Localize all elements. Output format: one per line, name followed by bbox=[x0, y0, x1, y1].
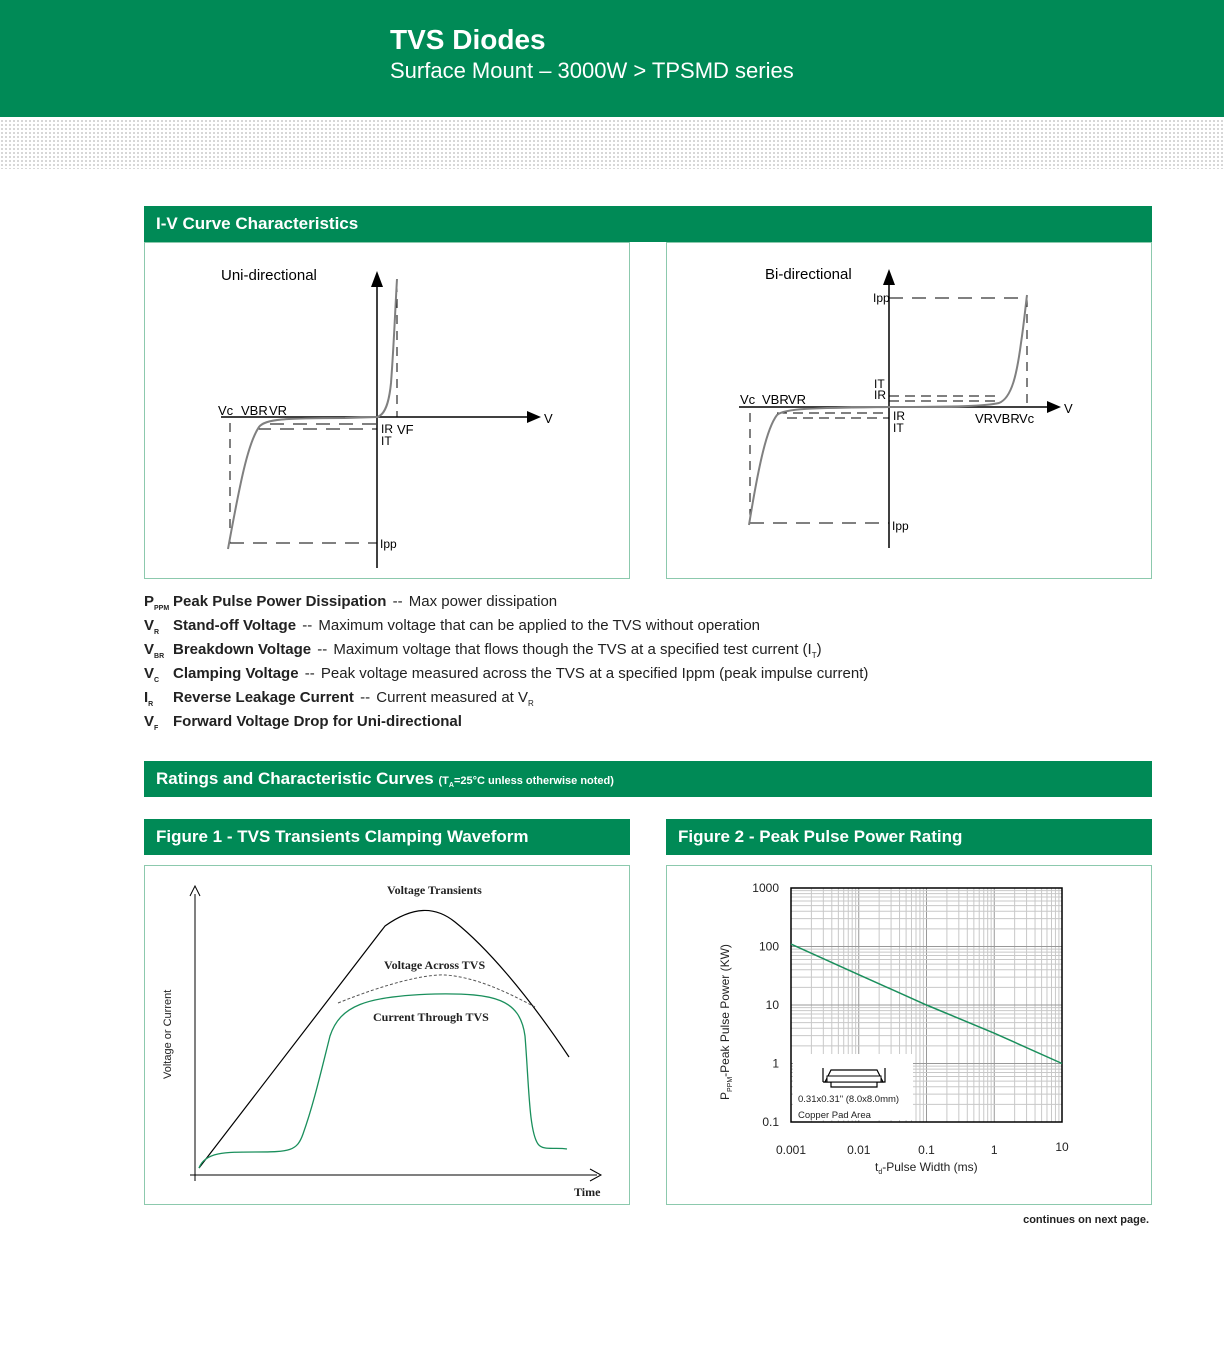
fig1-transient-curve bbox=[199, 910, 569, 1168]
fig2-x-tick-label: 0.1 bbox=[918, 1143, 935, 1157]
bi-directional-panel bbox=[666, 242, 1152, 579]
bi-it-top-label: IT bbox=[874, 377, 885, 391]
definition-symbol: $V_R$ bbox=[144, 617, 160, 636]
iv-section-bar bbox=[144, 206, 1152, 242]
definition-row: $V_{BR}$ Breakdown Voltage -- Maximum voltage that flows though the TVS at a specified test current $(I_T)$ bbox=[144, 638, 1044, 662]
uni-ipp-label: Ipp bbox=[380, 537, 397, 551]
fig1-xlabel: Time bbox=[574, 1185, 601, 1199]
uni-vbr-label: VBR bbox=[241, 403, 268, 418]
figure1-title: Figure 1 - TVS Transients Clamping Waveform bbox=[156, 827, 529, 846]
fig2-x-tick-label: 1 bbox=[990, 1143, 998, 1157]
bi-vr-left-label: VR bbox=[788, 392, 807, 407]
ratings-title: Ratings and Characteristic Curves bbox=[156, 769, 434, 788]
fig2-y-tick-label: 10 bbox=[765, 998, 779, 1012]
fig2-ylabel: $P_{PPM}$-Peak Pulse Power (KW) bbox=[718, 944, 734, 1100]
fig2-x-tick-label: 0.01 bbox=[847, 1143, 871, 1157]
definition-symbol: $V_{BR}$ bbox=[144, 641, 165, 660]
definition-symbol: $V_C$ bbox=[144, 665, 160, 684]
bi-vc-right-label: Vc bbox=[1019, 411, 1035, 426]
definition-term: Clamping Voltage bbox=[173, 665, 299, 682]
definitions-list bbox=[144, 590, 1044, 734]
uni-it-label: IT bbox=[381, 434, 392, 448]
ratings-section-bar bbox=[144, 761, 1152, 797]
definition-row: $P_{PPM}$ Peak Pulse Power Dissipation -- Max power dissipation bbox=[144, 590, 1044, 614]
figure2-chart bbox=[667, 866, 1153, 1206]
fig1-ylabel: Voltage or Current bbox=[162, 989, 174, 1079]
definition-term: Peak Pulse Power Dissipation bbox=[173, 593, 387, 610]
uni-v-axis-label: V bbox=[544, 411, 553, 426]
bi-vbr-left-label: VBR bbox=[762, 392, 789, 407]
ratings-note: ($T_A=25^\circ C$ unless otherwise noted) bbox=[438, 775, 614, 790]
uni-ir-label: IR bbox=[381, 422, 393, 436]
fig1-label-across: Voltage Across TVS bbox=[384, 958, 486, 972]
page-title: TVS Diodes bbox=[390, 24, 546, 55]
bi-it-bottom-label: IT bbox=[893, 421, 904, 435]
bi-ir-top-label: IR bbox=[874, 388, 886, 402]
figure1-bar bbox=[144, 819, 630, 855]
bi-iv-curve bbox=[749, 295, 1027, 525]
bi-iv-diagram bbox=[667, 243, 1153, 580]
bi-ir-bottom-label: IR bbox=[893, 409, 905, 423]
definition-desc: Maximum voltage that can be applied to the TVS without operation bbox=[318, 617, 761, 634]
fig2-xlabel: $t_d$-Pulse Width (ms) bbox=[875, 1160, 978, 1176]
fig2-y-ticks bbox=[752, 881, 779, 1129]
bi-v-arrow bbox=[1047, 401, 1061, 413]
fig2-pad-size: 0.31x0.31" (8.0x8.0mm) bbox=[798, 1094, 900, 1105]
fig2-x-tick-label: 0.001 bbox=[775, 1143, 807, 1157]
continues-note: continues on next page. bbox=[1023, 1214, 1149, 1226]
fig2-y-tick-label: 100 bbox=[758, 939, 779, 954]
uni-directional-panel bbox=[144, 242, 630, 579]
uni-iv-diagram bbox=[145, 243, 631, 580]
bi-vr-right-label: VR bbox=[975, 411, 994, 426]
definition-desc: Peak voltage measured across the TVS at a specified Ippm (peak impulse current) bbox=[320, 665, 869, 682]
fig2-x-ticks bbox=[776, 1140, 1069, 1157]
figure1-panel bbox=[144, 865, 630, 1205]
figure1-waveform bbox=[145, 866, 631, 1206]
definition-row: $I_R$ Reverse Leakage Current -- Current measured at $V_R$ bbox=[144, 686, 1044, 710]
uni-vf-label: VF bbox=[397, 422, 414, 437]
uni-vr-label: VR bbox=[269, 403, 288, 418]
fig2-y-tick-label: 1000 bbox=[752, 881, 779, 895]
definition-term: Breakdown Voltage bbox=[173, 641, 312, 658]
uni-vc-label: Vc bbox=[218, 403, 234, 418]
fig1-label-transients: Voltage Transients bbox=[387, 883, 482, 897]
definition-term: Reverse Leakage Current bbox=[173, 689, 354, 706]
dot-pattern-band bbox=[0, 119, 1224, 169]
page-header bbox=[0, 0, 1224, 117]
definition-desc: Current measured at V bbox=[376, 689, 529, 706]
page-subtitle: Surface Mount – 3000W > TPSMD series bbox=[390, 58, 794, 83]
bi-ipp-bottom-label: Ipp bbox=[892, 519, 909, 533]
definition-symbol: $I_R$ bbox=[144, 689, 154, 708]
definition-desc: Max power dissipation bbox=[408, 593, 558, 610]
bi-vbr-right-label: VBR bbox=[993, 411, 1020, 426]
fig2-y-tick-label: 0.1 bbox=[762, 1115, 779, 1129]
uni-v-arrow bbox=[527, 411, 541, 423]
fig2-pad-label: Copper Pad Area bbox=[798, 1110, 871, 1121]
fig2-y-tick-label: 1 bbox=[772, 1056, 779, 1071]
definition-row bbox=[144, 710, 1044, 734]
bi-label: Bi-directional bbox=[765, 266, 852, 283]
bi-i-arrow bbox=[883, 269, 895, 285]
iv-section-title: I-V Curve Characteristics bbox=[156, 214, 359, 233]
definition-term: Forward Voltage Drop for Uni-directional bbox=[173, 713, 462, 730]
fig2-x-tick-label: 10 bbox=[1055, 1140, 1069, 1154]
definition-row: $V_C$ Clamping Voltage -- Peak voltage measured across the TVS at a specified Ippm (peak impulse current) bbox=[144, 662, 1044, 686]
definition-row: $V_R$ Stand-off Voltage -- Maximum voltage that can be applied to the TVS without operation bbox=[144, 614, 1044, 638]
fig1-label-current: Current Through TVS bbox=[373, 1010, 489, 1024]
figure2-title: Figure 2 - Peak Pulse Power Rating bbox=[678, 827, 963, 846]
definition-desc: Maximum voltage that flows though the TVS at a specified test current (I bbox=[333, 641, 812, 658]
bi-vc-left-label: Vc bbox=[740, 392, 756, 407]
figure2-bar bbox=[666, 819, 1152, 855]
definition-symbol: $V_F$ bbox=[144, 713, 159, 732]
bi-v-axis-label: V bbox=[1064, 401, 1073, 416]
definition-symbol: $P_{PPM}$ bbox=[144, 593, 170, 612]
definition-term: Stand-off Voltage bbox=[173, 617, 297, 634]
figure2-panel bbox=[666, 865, 1152, 1205]
bi-ipp-top-label: Ipp bbox=[873, 291, 890, 305]
uni-i-arrow bbox=[371, 271, 383, 287]
uni-label: Uni-directional bbox=[221, 267, 317, 284]
